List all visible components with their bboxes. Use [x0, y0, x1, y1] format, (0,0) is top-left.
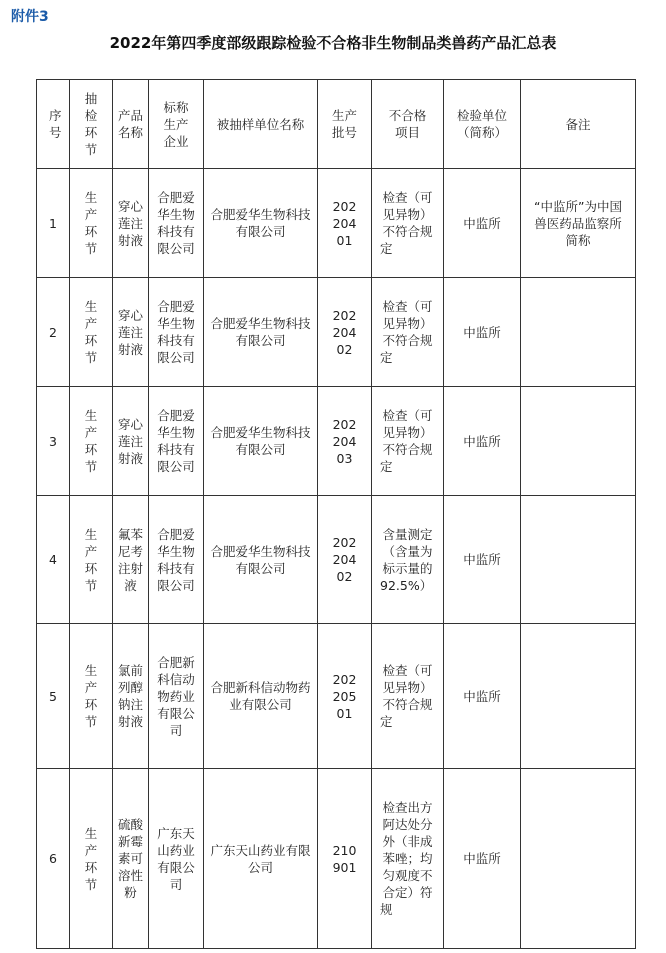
cell-lot: 20220401: [318, 169, 372, 278]
cell-lab: 中监所: [444, 278, 521, 387]
cell-product: 硫酸新霉素可溶性粉: [113, 769, 149, 949]
cell-seq: 5: [37, 624, 70, 769]
cell-failed-item: 含量测定（含量为标示量的92.5%）: [372, 496, 444, 624]
cell-product: 穿心莲注射液: [113, 169, 149, 278]
cell-manufacturer: 合肥爱华生物科技有限公司: [149, 387, 204, 496]
table-header-row: [37, 80, 636, 169]
cell-seq: 3: [37, 387, 70, 496]
summary-table: [36, 79, 636, 949]
cell-seq: 2: [37, 278, 70, 387]
cell-sampled-unit: 合肥爱华生物科技有限公司: [204, 169, 318, 278]
cell-lot: 20220501: [318, 624, 372, 769]
cell-product: 氯前列醇钠注射液: [113, 624, 149, 769]
cell-stage: 生产环节: [70, 387, 113, 496]
cell-remark: [521, 769, 636, 949]
cell-sampled-unit: 广东天山药业有限公司: [204, 769, 318, 949]
cell-lab: 中监所: [444, 387, 521, 496]
cell-sampled-unit: 合肥爱华生物科技有限公司: [204, 496, 318, 624]
cell-lab: 中监所: [444, 624, 521, 769]
cell-manufacturer: 广东天山药业有限公司: [149, 769, 204, 949]
header-lot: 生产批号: [318, 80, 372, 169]
cell-stage: 生产环节: [70, 278, 113, 387]
header-lab: 检验单位（简称）: [444, 80, 521, 169]
cell-failed-item: 检查（可见异物）不符合规定: [372, 387, 444, 496]
header-stage: 抽检环节: [70, 80, 113, 169]
cell-failed-item: 检查出方阿达处分外（非成苯唑；均匀观度不合定）符规: [372, 769, 444, 949]
cell-remark: [521, 496, 636, 624]
table-row: [37, 169, 636, 278]
header-product: 产品名称: [113, 80, 149, 169]
cell-manufacturer: 合肥爱华生物科技有限公司: [149, 169, 204, 278]
cell-seq: 6: [37, 769, 70, 949]
cell-failed-item: 检查（可见异物）不符合规定: [372, 624, 444, 769]
cell-sampled-unit: 合肥爱华生物科技有限公司: [204, 387, 318, 496]
cell-product: 穿心莲注射液: [113, 278, 149, 387]
header-sampled-unit: 被抽样单位名称: [204, 80, 318, 169]
table-row: [37, 769, 636, 949]
header-manufacturer: 标称生产企业: [149, 80, 204, 169]
table-row: [37, 387, 636, 496]
cell-sampled-unit: 合肥新科信动物药业有限公司: [204, 624, 318, 769]
cell-stage: 生产环节: [70, 496, 113, 624]
cell-seq: 4: [37, 496, 70, 624]
cell-remark: “中监所”为中国兽医药品监察所简称: [521, 169, 636, 278]
cell-lot: 20220403: [318, 387, 372, 496]
cell-manufacturer: 合肥新科信动物药业有限公司: [149, 624, 204, 769]
cell-product: 氟苯尼考注射液: [113, 496, 149, 624]
cell-sampled-unit: 合肥爱华生物科技有限公司: [204, 278, 318, 387]
cell-lab: 中监所: [444, 769, 521, 949]
cell-remark: [521, 624, 636, 769]
cell-stage: 生产环节: [70, 769, 113, 949]
cell-seq: 1: [37, 169, 70, 278]
attachment-label: 附件3: [11, 9, 49, 25]
cell-failed-item: 检查（可见异物）不符合规定: [372, 278, 444, 387]
table-row: [37, 496, 636, 624]
cell-failed-item: 检查（可见异物）不符合规定: [372, 169, 444, 278]
table-row: [37, 278, 636, 387]
table-row: [37, 624, 636, 769]
cell-manufacturer: 合肥爱华生物科技有限公司: [149, 496, 204, 624]
page-title: 2022年第四季度部级跟踪检验不合格非生物制品类兽药产品汇总表: [109, 34, 557, 52]
cell-lot: 210901: [318, 769, 372, 949]
cell-lot: 20220402: [318, 278, 372, 387]
cell-lab: 中监所: [444, 496, 521, 624]
header-failed-item: 不合格项目: [372, 80, 444, 169]
cell-stage: 生产环节: [70, 169, 113, 278]
cell-remark: [521, 387, 636, 496]
header-seq: 序号: [37, 80, 70, 169]
cell-stage: 生产环节: [70, 624, 113, 769]
cell-lab: 中监所: [444, 169, 521, 278]
cell-manufacturer: 合肥爱华生物科技有限公司: [149, 278, 204, 387]
cell-product: 穿心莲注射液: [113, 387, 149, 496]
cell-lot: 20220402: [318, 496, 372, 624]
cell-remark: [521, 278, 636, 387]
header-remark: 备注: [521, 80, 636, 169]
